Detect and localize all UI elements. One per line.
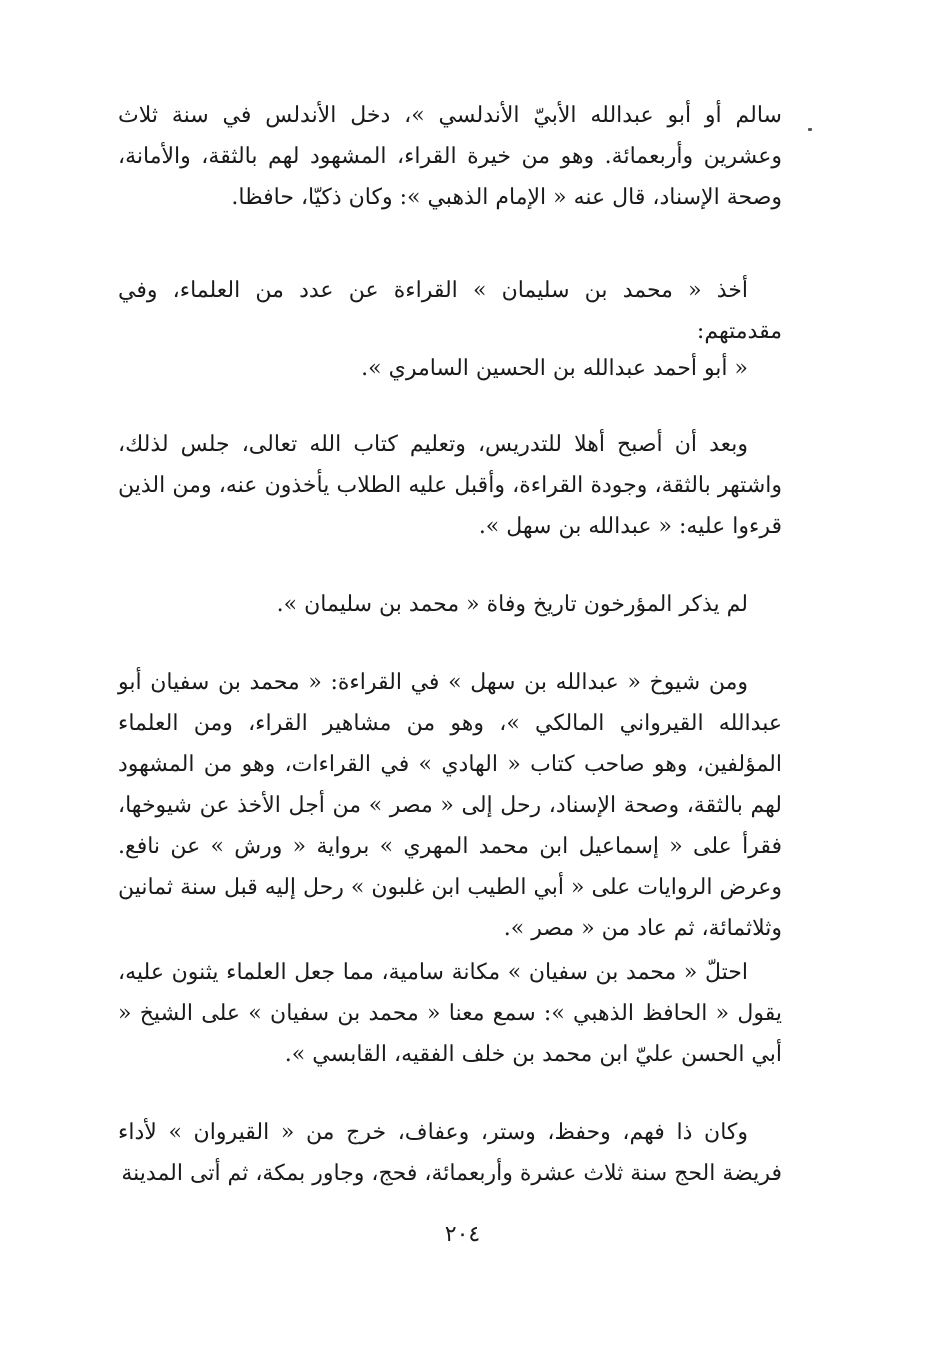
paragraph-1: سالم أو أبو عبدالله الأبيّ الأندلسي »، دخل الأندلس في سنة ثلاث وعشرين وأربعمائة. وهو من خيرة القراء، المشهود لهم بالثقة، والأمانة، وصحة الإسناد، قال عنه « الإمام الذهبي »: وكان ذكيّا، حافظا. (118, 103, 782, 210)
paragraph-7: احتلّ « محمد بن سفيان » مكانة سامية، مما جعل العلماء يثنون عليه، يقول « الحافظ الذهبي »: سمع معنا « محمد بن سفيان » على الشيخ « أبي الحسن عليّ ابن محمد بن خلف الفقيه، القابسي ». (118, 960, 782, 1067)
paragraph-4: وبعد أن أصبح أهلا للتدريس، وتعليم كتاب الله تعالى، جلس لذلك، واشتهر بالثقة، وجودة القراءة، وأقبل عليه الطلاب يأخذون عنه، ومن الذين قرءوا عليه: « عبدالله بن سهل ». (118, 432, 782, 539)
paragraph-2: أخذ « محمد بن سليمان » القراءة عن عدد من العلماء، وفي مقدمتهم: (118, 278, 782, 344)
paragraph-3: « أبو أحمد عبدالله بن الحسين السامري ». (361, 356, 748, 381)
page-number: ٢٠٤ (444, 1222, 481, 1247)
paragraph-5: لم يذكر المؤرخون تاريخ وفاة « محمد بن سليمان ». (276, 592, 748, 617)
paragraph-6: ومن شيوخ « عبدالله بن سهل » في القراءة: « محمد بن سفيان أبو عبدالله القيرواني المالكي »، وهو من مشاهير القراء، ومن العلماء المؤلفين، وهو صاحب كتاب « الهادي » في القراءات، وهو من المشهود لهم بالثقة، وصحة الإسناد، رحل إلى « مصر » من أجل الأخذ عن شيوخها، فقرأ على « إسماعيل ابن محمد المهري » برواية « ورش » عن نافع. وعرض الروايات على « أبي الطيب ابن غلبون » رحل إليه قبل سنة ثمانين وثلاثمائة، ثم عاد من « مصر ». (118, 670, 782, 941)
scan-speck (808, 128, 812, 131)
paragraph-8: وكان ذا فهم، وحفظ، وستر، وعفاف، خرج من « القيروان » لأداء فريضة الحج سنة ثلاث عشرة وأربعمائة، فحج، وجاور بمكة، ثم أتى المدينة (118, 1120, 782, 1186)
